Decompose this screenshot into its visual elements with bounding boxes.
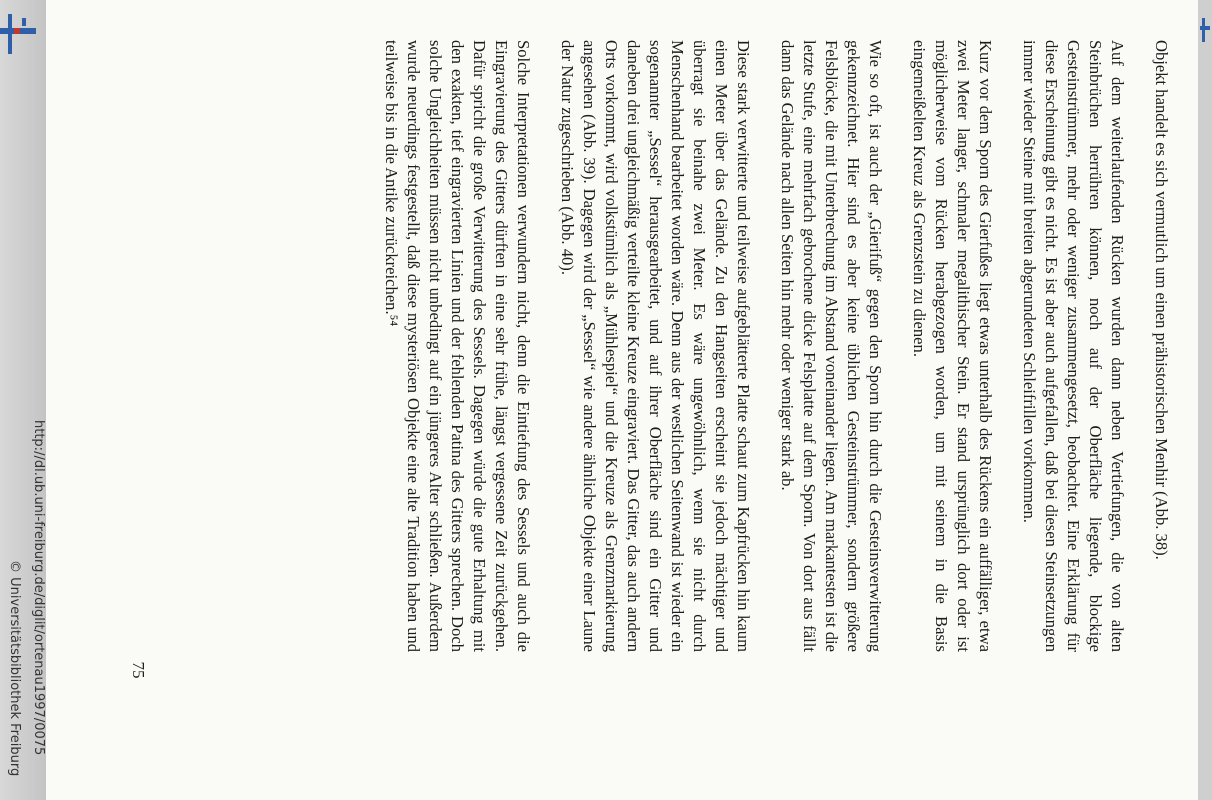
paragraph: Kurz vor dem Sporn des Gierfußes liegt etwas unterhalb des Rückens ein auffälliger, etwa zwei Meter langer, schmaler megalithischer Stein. Er stand ursprünglich dort oder ist möglicherweise vom Rücken herabgezogen worden, um mit seinem in die Basis eingemeißelten Kreuz als Grenzstein zu dienen. (910, 40, 995, 652)
paragraph: Solche Interpretationen verwundern nicht, denn die Eintiefung des Sessels und auch die Eingravierung des Gitters dürften in eine sehr frühe, längst vergessene Zeit zurückgehen. Dafür spricht die große Verwitterung des Sessels. Dagegen würde die gute Erhaltung mit den exakten, tief eingravierten Linien und der fehlenden Patina des Gitters sprechen. Doch solche Ungleichheiten müssen nicht unbedingt auf ein jüngeres Alter schließen. Außerdem wurde neuerdings festgestellt, daß diese mysteriösen Objekte eine alte Tradition haben und teilweise bis in die Antike zurückreichen.⁵⁴ (382, 40, 533, 652)
source-url[interactable]: http://dl.ub.uni-freiburg.de/diglit/ortenau1997/0075 (31, 420, 46, 756)
rotated-page-content (46, 0, 1198, 800)
paragraph: Wie so oft, ist auch der „Gierifuß“ gegen den Sporn hin durch die Gesteinsverwitterung gekennzeichnet. Hier sind es aber keine üblichen Gesteinstrümmer, sondern größere Felsblöcke, die mit Unterbrechung im Abstand voneinander liegen. Am markantesten ist die letzte Stufe, eine mehrfach gebrochene dicke Felsplatte auf dem Sporn. Von dort aus fällt dann das Gelände nach allen Seiten hin mehr oder weniger stark ab. (778, 40, 885, 652)
paragraph: Diese stark verwitterte und teilweise aufgeblätterte Platte schaut zum Kapfrücken hin kaum einen Meter über das Gelände. Zu den Hangseiten erscheint sie jedoch mächtiger und überragt sie beinahe zwei Meter. Es wäre ungewöhnlich, wenn sie nicht durch Menschenhand bearbeitet worden wäre. Denn aus der westlichen Seitenwand ist wieder ein sogenannter „Sessel“ herausgearbeitet, und auf ihrer Oberfläche sind ein Gitter und daneben drei ungleichmäßig verteilte kleine Kreuze eingraviert. Das Gitter, das auch andern Orts vorkommt, wird volkstümlich als „Mühlespiel“ und die Kreuze als Grenzmarkierung angesehen (Abb. 39). Dagegen wird der „Sessel“ wie andere ähnliche Objekte einer Laune der Natur zugeschrieben (Abb. 40). (558, 40, 753, 652)
scanned-page (46, 0, 1198, 800)
copyright-notice: © Universitätsbibliothek Freiburg (7, 560, 22, 777)
library-mark-icon (1200, 18, 1210, 42)
paragraph: Auf dem weiterlaufenden Rücken wurden dann neben Vertiefungen, die von alten Steinbrüchen herrühren können, noch auf der Oberfläche liegende, blockige Gesteinstrümmer, mehr oder weniger zusammengesetzt, beobachtet. Eine Erklärung für diese Erscheinung gibt es nicht. Es ist aber auch aufgefallen, daß bei diesen Steinsetzungen immer wieder Steine mit breiten abgerundeten Schleifrillen vorkommen. (1020, 40, 1127, 652)
scanner-right-border (1198, 0, 1212, 800)
body-text (358, 40, 1172, 652)
page-number: 75 (129, 661, 148, 679)
paragraph: Objekt handelt es sich vermutlich um einen prähistorischen Menhir (Abb. 38). (1152, 40, 1171, 560)
scan-footer (0, 0, 46, 800)
